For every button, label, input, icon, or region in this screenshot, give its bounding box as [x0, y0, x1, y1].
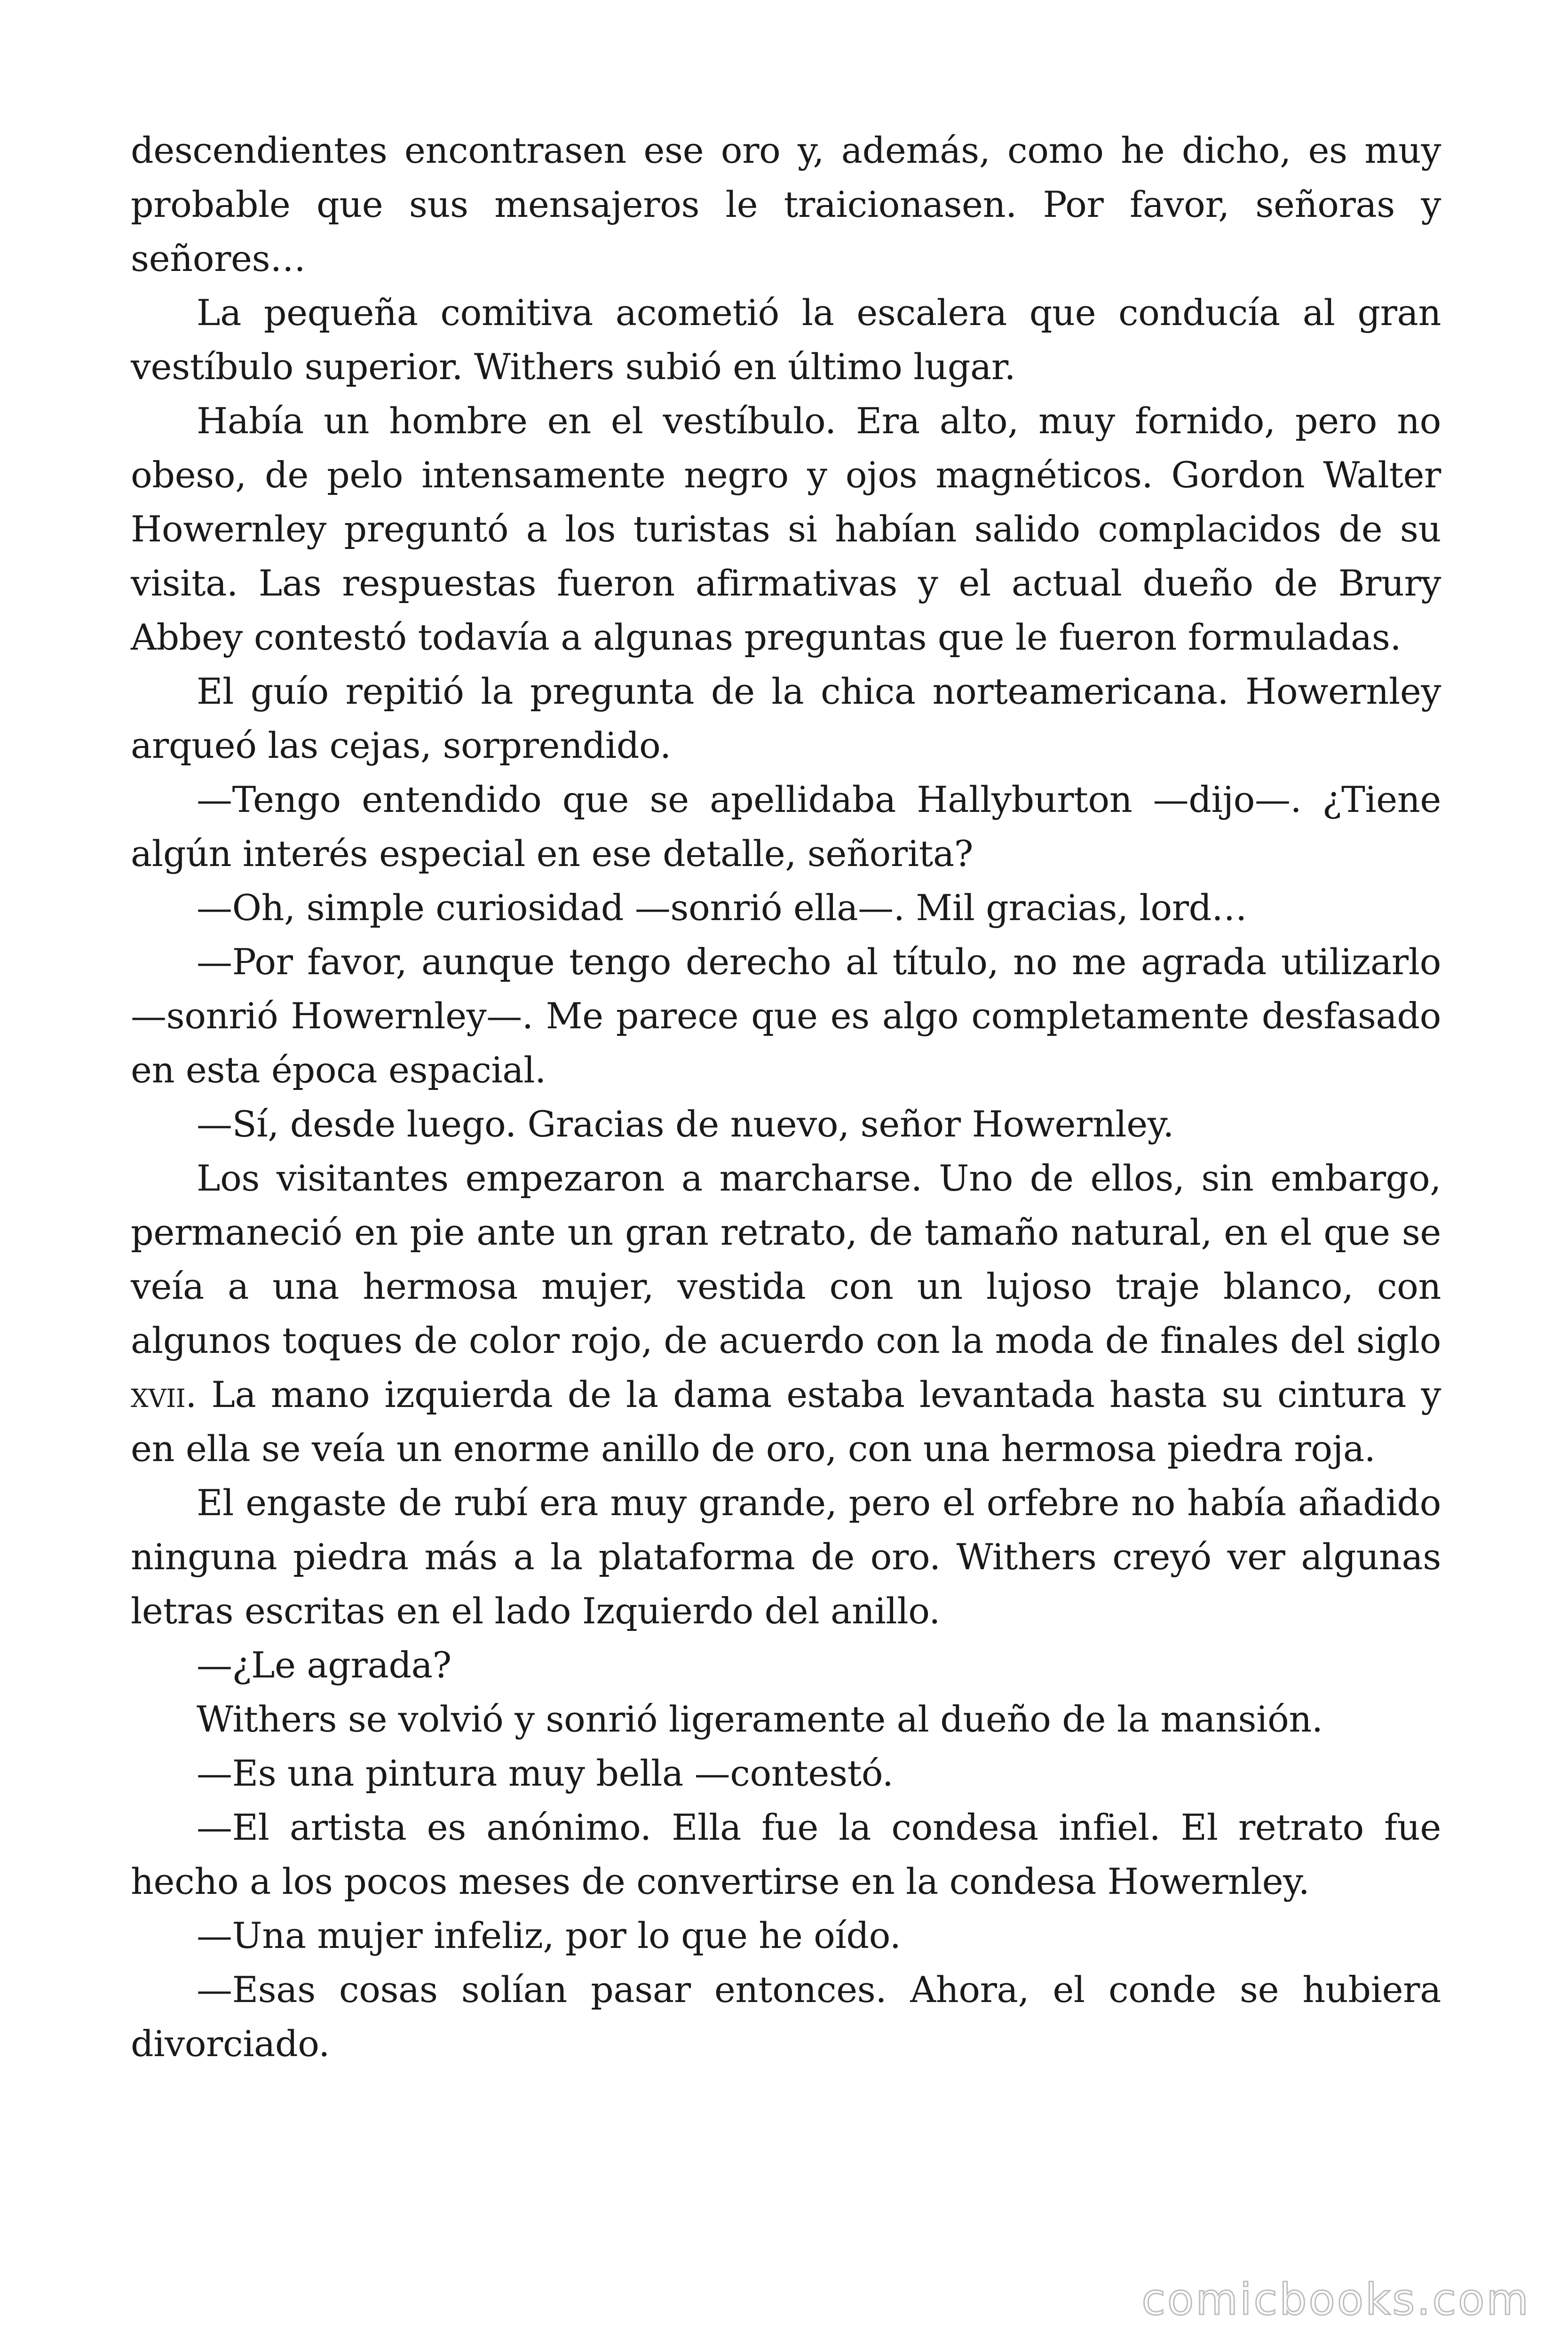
paragraph: El engaste de rubí era muy grande, pero el orfebre no había añadido ninguna piedra más a la plataforma de oro. Withers creyó ver algunas letras escritas en el lado Izquierdo del anillo.	[131, 1482, 1441, 1632]
paragraph: —Una mujer infeliz, por lo que he oído.	[197, 1915, 901, 1956]
paragraph: Withers se volvió y sonrió ligeramente al dueño de la mansión.	[197, 1698, 1323, 1740]
paragraph: —Oh, simple curiosidad —sonrió ella—. Mil gracias, lord…	[197, 887, 1247, 929]
paragraph: La pequeña comitiva acometió la escalera que conducía al gran vestíbulo superior. Withers subió en último lugar.	[131, 292, 1441, 388]
page-text	[131, 123, 1441, 2071]
paragraph: descendientes encontrasen ese oro y, además, como he dicho, es muy probable que sus mensajeros le traicionasen. Por favor, señoras y señores…	[131, 129, 1441, 279]
paragraph: —Esas cosas solían pasar entonces. Ahora, el conde se hubiera divorciado.	[131, 1969, 1441, 2065]
century-numeral: xvii	[131, 1374, 186, 1415]
paragraph: —¿Le agrada?	[197, 1644, 451, 1686]
paragraph: El guío repitió la pregunta de la chica norteamericana. Howernley arqueó las cejas, sorprendido.	[131, 670, 1441, 766]
paragraph: —Sí, desde luego. Gracias de nuevo, señor Howernley.	[197, 1103, 1174, 1145]
paragraph: —Por favor, aunque tengo derecho al título, no me agrada utilizarlo —sonrió Howernley—. Me parece que es algo completamente desfasado en esta época espacial.	[131, 941, 1441, 1091]
paragraph	[131, 1151, 1441, 1476]
paragraph-text: Los visitantes empezaron a marcharse. Uno de ellos, sin embargo, permaneció en pie ante un gran retrato, de tamaño natural, en el que se veía a una hermosa mujer, vestida con un lujoso traje blanco, con algunos toques de color rojo, de acuerdo con la moda de finales del siglo	[131, 1157, 1441, 1361]
paragraph: —Tengo entendido que se apellidaba Hallyburton —dijo—. ¿Tiene algún interés especial en ese detalle, señorita?	[131, 779, 1441, 874]
paragraph: Había un hombre en el vestíbulo. Era alto, muy fornido, pero no obeso, de pelo intensamente negro y ojos magnéticos. Gordon Walter Howernley preguntó a los turistas si habían salido complacidos de su visita. Las respuestas fueron afirmativas y el actual dueño de Brury Abbey contestó todavía a algunas preguntas que le fueron formuladas.	[131, 400, 1441, 658]
watermark: comicbooks.com	[1141, 2274, 1530, 2325]
paragraph: —El artista es anónimo. Ella fue la condesa infiel. El retrato fue hecho a los pocos meses de convertirse en la condesa Howernley.	[131, 1806, 1441, 1902]
paragraph-text: . La mano izquierda de la dama estaba levantada hasta su cintura y en ella se veía un enorme anillo de oro, con una hermosa piedra roja.	[131, 1374, 1441, 1470]
paragraph: —Es una pintura muy bella —contestó.	[197, 1752, 894, 1794]
